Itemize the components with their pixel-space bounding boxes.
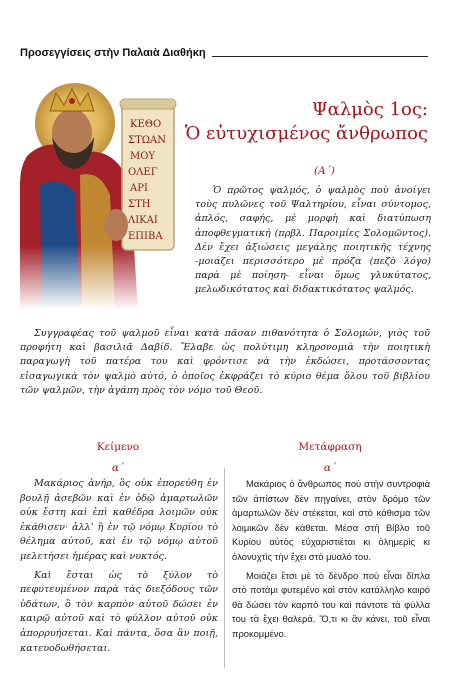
title-line-2: Ὁ εὐτυχισμένος ἄνθρωπος [184, 123, 428, 144]
running-title: Προσεγγίσεις στὴν Παλαιὰ Διαθήκη [20, 47, 206, 59]
translation-paragraph-2: Μοιάζει ἔτσι μὲ τὸ δένδρο ποὺ εἶναι δίπλα στὸ ποτάμι φυτεμένο καὶ στὸν κατάλληλο καιρὸ θὰ δώσει τὸν καρπὸ του καὶ πάντοτε τὰ φύλλα του τὰ ἔχει θαλερά. Ὅ,τι κι ἂν κάνει, τοῦ εἶναι προκομμένο. [232, 569, 430, 639]
psalm-title [185, 98, 428, 146]
svg-text:ΜΟΥ: ΜΟΥ [130, 151, 156, 162]
running-header [20, 47, 428, 59]
svg-text:ΟΛΕΓ: ΟΛΕΓ [128, 167, 158, 178]
intro-marker: (Α΄) [314, 165, 336, 177]
hand [104, 209, 128, 241]
svg-text:ΚΕΘΟ: ΚΕΘΟ [130, 119, 162, 130]
original-paragraph-2: Καὶ ἔσται ὡς τὸ ξύλον τὸ πεφυτευμένον παρὰ τὰς διεξόδους τῶν ὑδάτων, ὃ τὸν καρπὸν αὐτοῦ δώσει ἐν καιρῷ αὐτοῦ καὶ τὸ φύλλον αὐτοῦ οὐκ ἀπορρυήσεται. Καὶ πάντα, ὅσα ἂν ποιῇ, κατευοδωθήσεται. [20, 569, 218, 654]
svg-text:ΣΤΗ: ΣΤΗ [128, 199, 151, 210]
title-line-1: Ψαλμὸς 1ος: [311, 99, 428, 120]
text-verse-marker: α΄ [111, 462, 125, 474]
svg-text:ΕΠΙΒΑ: ΕΠΙΒΑ [128, 231, 163, 242]
intro-paragraph-1: Ὁ πρῶτος ψαλμός, ὁ ψαλμὸς ποὺ ἀνοίγει τοὺς πυλῶνες τοῦ Ψαλτηρίου, εἶναι σύντομος, ἁπλός, σαφής, μὲ μορφὴ καὶ διατύπωση ἀποφθεγματική (πρβλ. Παροιμίες Σολομῶντος). Δὲν ἔχει ἀξιώσεις μεγάλης ποιητικῆς τέχνης -μοιάζει περισσότερο μὲ πρόζα (πεζὸ λόγο) παρὰ μὲ ποίηση- εἶναι ὅμως γλυκύτατος, μελωδικότατος καὶ διδακτικότατος ψαλμός. [195, 185, 431, 296]
svg-text:ΛΙΚΑΙ: ΛΙΚΑΙ [128, 215, 158, 226]
translation-text-column [232, 477, 430, 646]
svg-text:ΑΡΙ: ΑΡΙ [130, 183, 148, 194]
translation-paragraph-1: Μακάριος ὁ ἄνθρωπος ποὺ στὴν συντροφιὰ τῶν ἀπίστων δὲν πηγαίνει, στὸν δρόμο τῶν ἁμαρτωλῶν δὲν στέκεται, καὶ στὸ κάθισμα τῶν λοιμικῶν δὲν κάθεται. Μέσα στὴ Βίβλο τοῦ Κυρίου αὐτὸς εὐχαριστιέται κι ὁλημερὶς κι ὁλονυχτὶς τὴν ἔχει στὸ μυαλό του. [232, 478, 430, 562]
text-column-heading: Κείμενο [96, 441, 140, 453]
intro-paragraph-2: Συγγραφέας τοῦ ψαλμοῦ εἶναι κατὰ πᾶσαν πιθανότητα ὁ Σολομών, γιὸς τοῦ προφήτη καὶ βασιλιᾶ Δαβίδ. Ἔλαβε ὡς πολύτιμη κληρονομιὰ τὴν ποιητικὴ παραγωγὴ τοῦ πατέρα του καὶ φρόντισε νὰ τὴν ἐκδώσει, προτάσσοντας εἰσαγωγικὰ τὸν ψαλμὸ αὐτό, ὁ ὁποῖος ἐκφράζει τὸ κύριο θέμα ὅλου τοῦ βιβλίου τῶν ψαλμῶν, τὴν ἀγάπη πρὸς τὸν νόμο τοῦ Θεοῦ. [20, 328, 430, 396]
translation-column-heading: Μετάφραση [298, 441, 362, 453]
translation-verse-marker: α΄ [323, 462, 337, 474]
original-text-column [20, 477, 218, 660]
column-divider [224, 468, 225, 668]
header-rule [212, 56, 428, 57]
svg-text:ΣΤΩΑΝ: ΣΤΩΑΝ [128, 135, 167, 146]
david-icon [20, 75, 190, 310]
original-paragraph-1: Μακάριος ἀνήρ, ὃς οὐκ ἐπορεύθη ἐν βουλῇ ἀσεβῶν καὶ ἐν ὁδῷ ἁμαρτωλῶν οὐκ ἔστη καὶ ἐπὶ καθέδρα λοιμῶν οὐκ ἐκάθισεν· ἀλλ’ ἢ ἐν τῷ νόμῳ Κυρίου τὸ θέλημα αὐτοῦ, καὶ ἐν τῷ νόμῳ αὐτοῦ μελετήσει ἡμέρας καὶ νυκτός. [20, 478, 218, 562]
